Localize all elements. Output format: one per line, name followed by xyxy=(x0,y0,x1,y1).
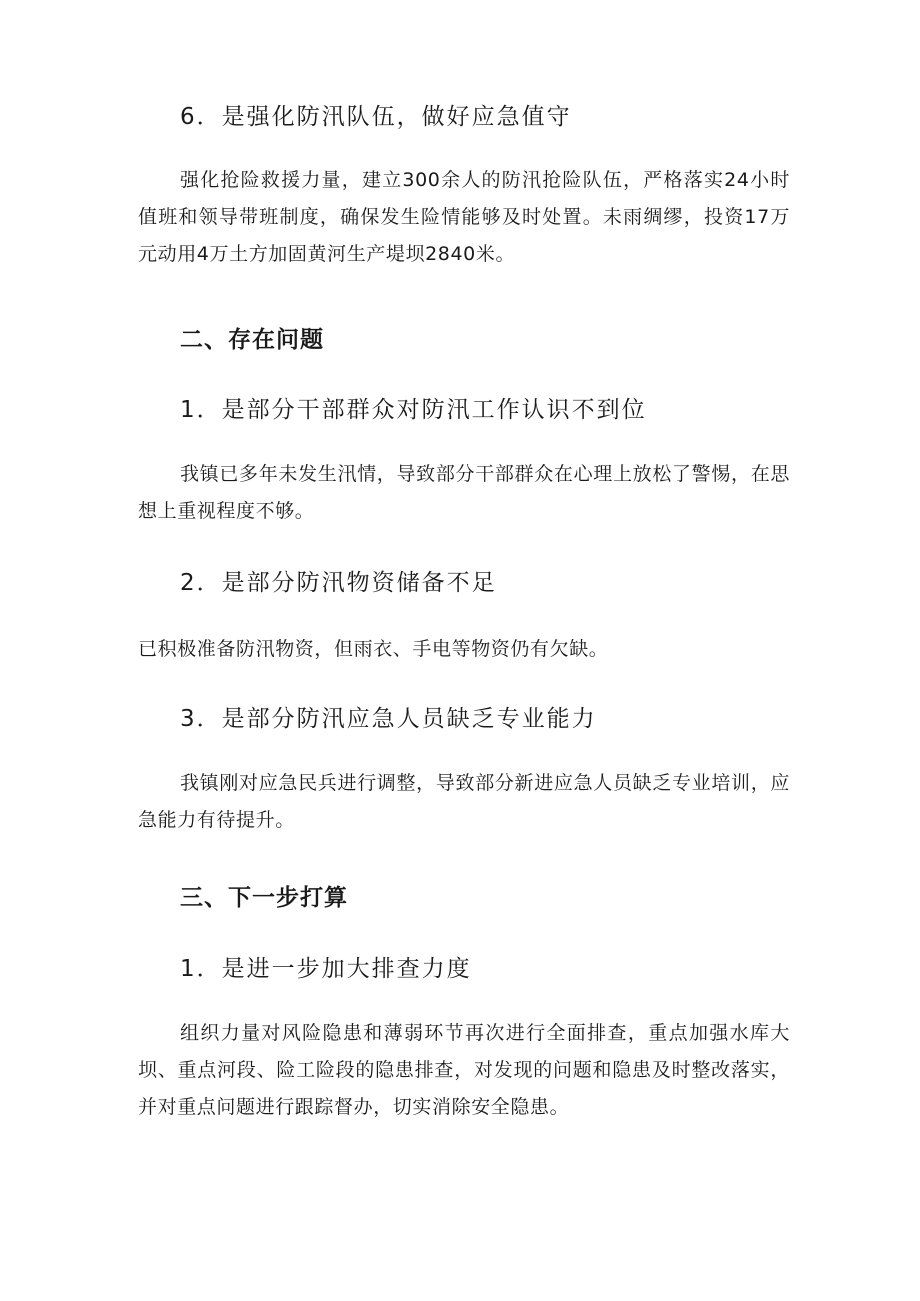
paragraph-strengthen-team: 强化抢险救援力量，建立300余人的防汛抢险队伍，严格落实24小时值班和领导带班制度，确保发生险情能够及时处置。未雨绸缪，投资17万元动用4万土方加固黄河生产堤坝2840米。 xyxy=(138,169,790,265)
subheading-strengthen-team: 6．是强化防汛队伍，做好应急值守 xyxy=(180,104,572,130)
subheading-awareness: 1．是部分干部群众对防汛工作认识不到位 xyxy=(180,397,647,423)
section-heading-next-steps: 三、下一步打算 xyxy=(180,885,348,911)
subheading-inspection: 1．是进一步加大排查力度 xyxy=(180,956,472,982)
paragraph-inspection: 组织力量对风险隐患和薄弱环节再次进行全面排查，重点加强水库大坝、重点河段、险工险段的隐患排查，对发现的问题和隐患及时整改落实，并对重点问题进行跟踪督办，切实消除安全隐患。 xyxy=(138,1022,790,1118)
section-heading-problems: 二、存在问题 xyxy=(180,327,324,353)
paragraph-awareness: 我镇已多年未发生汛情，导致部分干部群众在心理上放松了警惕，在思想上重视程度不够。 xyxy=(138,463,790,522)
paragraph-supplies: 已积极准备防汛物资，但雨衣、手电等物资仍有欠缺。 xyxy=(138,638,609,660)
subheading-capability: 3．是部分防汛应急人员缺乏专业能力 xyxy=(180,706,597,732)
subheading-supplies: 2．是部分防汛物资储备不足 xyxy=(180,570,497,596)
paragraph-capability: 我镇刚对应急民兵进行调整，导致部分新进应急人员缺乏专业培训，应急能力有待提升。 xyxy=(138,772,790,831)
